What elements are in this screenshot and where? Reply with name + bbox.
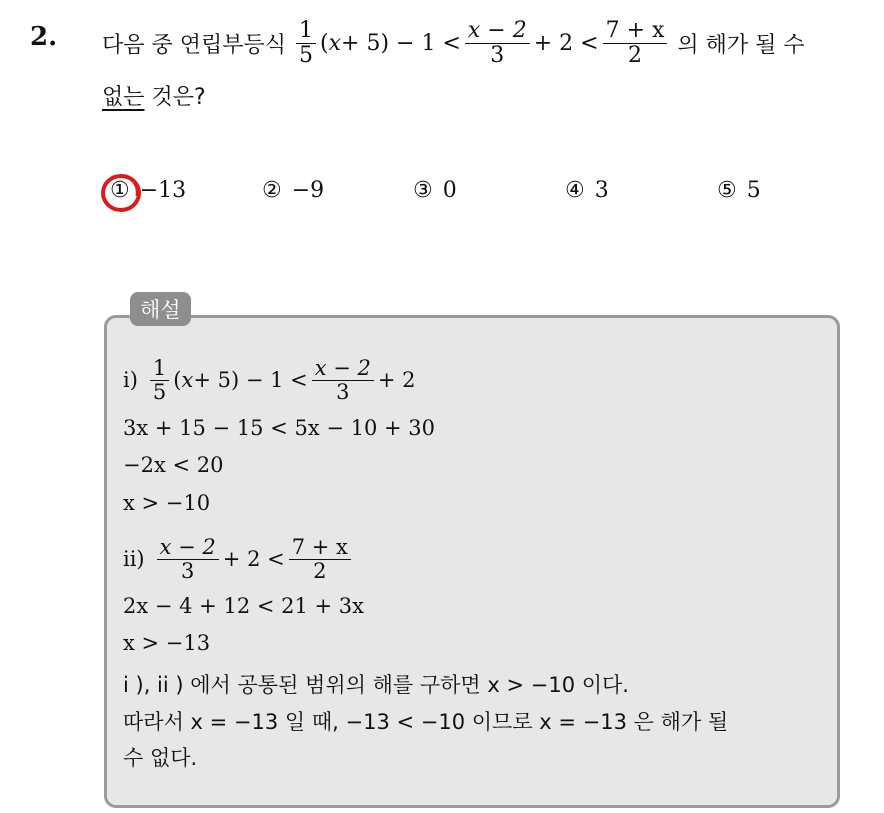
question-text-line2: 없는 것은? [102, 85, 206, 110]
solution-line-4: x > −10 [123, 491, 211, 515]
solution-line-9: 따라서 x = −13 일 때, −13 < −10 이므로 x = −13 은 해가 될 [123, 710, 729, 734]
fraction-x-minus-2-over-3: $\frac{x - 2}{3}$ [465, 19, 530, 66]
solution-line-7: x > −13 [123, 631, 211, 655]
solution-line-8: i ), ii ) 에서 공통된 범위의 해를 구하면 x > −10 이다. [123, 673, 629, 697]
solution-line-5: ii) $\frac{x - 2}{3}$ + 2 < $\frac{7 + x}{2}$ [123, 527, 355, 591]
solution-line-1: i) $\frac{1}{5}$ ( x + 5) − 1 < $\frac{x - 2}{3}$ + 2 [123, 356, 416, 404]
underlined-word: 없는 [102, 85, 145, 110]
question-suffix: 의 해가 될 수 [677, 32, 805, 58]
solution-line-10: 수 없다. [123, 746, 198, 770]
choice-2[interactable]: ② −9 [262, 178, 325, 203]
question-prefix: 다음 중 연립부등식 [102, 32, 287, 58]
choice-5[interactable]: ⑤ 5 [717, 178, 761, 203]
choice-3[interactable]: ③ 0 [413, 178, 457, 203]
question-text: 다음 중 연립부등식 $\frac{1}{5}$ ( x + 5) − 1 < $\frac{x - 2}{3}$ + 2 < $\frac{7 + x}{2}$ 의 해가 될 수 [102, 18, 805, 68]
choice-1[interactable]: ① −13 [110, 178, 187, 203]
solution-line-6: 2x − 4 + 12 < 21 + 3x [123, 594, 364, 618]
solution-line-2: 3x + 15 − 15 < 5x − 10 + 30 [123, 416, 436, 440]
fraction-7-plus-x-over-2: $\frac{7 + x}{2}$ [603, 19, 668, 66]
solution-line-3: −2x < 20 [123, 453, 224, 477]
solution-tag: 해설 [130, 292, 191, 326]
question-number: 2. [30, 22, 58, 52]
choice-4[interactable]: ④ 3 [565, 178, 609, 203]
fraction-1-5: $\frac{1}{5}$ [296, 19, 316, 66]
